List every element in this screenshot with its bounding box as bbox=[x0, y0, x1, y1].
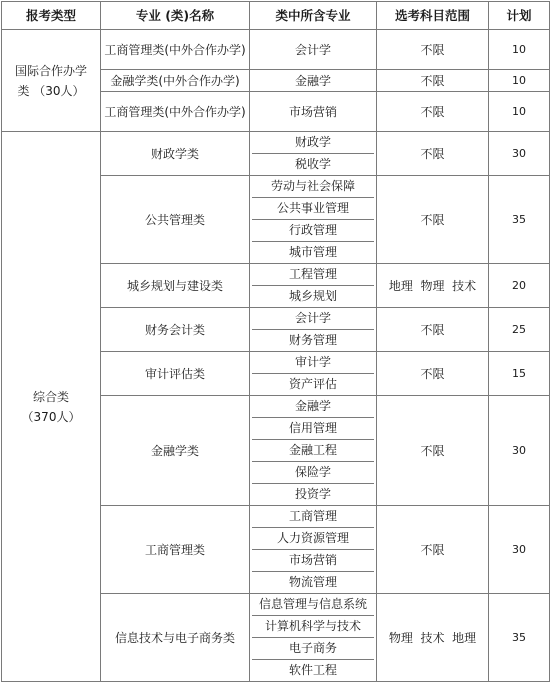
major-name: 金融学 bbox=[294, 399, 331, 413]
category-general-line1: 综合类 bbox=[32, 389, 69, 404]
subjects-range: 不限 bbox=[377, 70, 489, 92]
major-list bbox=[250, 176, 377, 264]
plan-count: 25 bbox=[489, 308, 550, 352]
subjects-range: 不限 bbox=[377, 396, 489, 506]
group-name: 工商管理类 bbox=[101, 506, 250, 594]
header-subjects: 选考科目范围 bbox=[377, 2, 489, 30]
group-name: 财政学类 bbox=[101, 132, 250, 176]
header-category: 报考类型 bbox=[2, 2, 101, 30]
subjects-range: 不限 bbox=[377, 132, 489, 176]
plan-count: 15 bbox=[489, 352, 550, 396]
major-name: 税收学 bbox=[252, 153, 374, 175]
major-name: 人力资源管理 bbox=[252, 527, 374, 549]
group-name: 城乡规划与建设类 bbox=[101, 264, 250, 308]
major-list bbox=[250, 594, 377, 682]
header-plan: 计划 bbox=[489, 2, 550, 30]
table-row bbox=[2, 30, 550, 70]
category-intl-line2: 类 （30人） bbox=[17, 83, 85, 98]
major-name: 信用管理 bbox=[252, 417, 374, 439]
subjects-range: 不限 bbox=[377, 92, 489, 132]
major-list bbox=[250, 308, 377, 352]
enrollment-plan-table bbox=[1, 1, 550, 682]
category-intl-line1: 国际合作办学 bbox=[14, 63, 87, 78]
major-name: 信息管理与信息系统 bbox=[258, 597, 367, 611]
subjects-range: 不限 bbox=[377, 30, 489, 70]
major-name: 城乡规划 bbox=[252, 285, 374, 307]
major-list bbox=[250, 352, 377, 396]
plan-count: 10 bbox=[489, 92, 550, 132]
major-name: 劳动与社会保障 bbox=[270, 179, 355, 193]
plan-count: 20 bbox=[489, 264, 550, 308]
plan-count: 10 bbox=[489, 70, 550, 92]
header-row bbox=[2, 2, 550, 30]
major-name: 市场营销 bbox=[250, 92, 377, 132]
major-name: 城市管理 bbox=[252, 241, 374, 263]
major-list bbox=[250, 132, 377, 176]
group-name: 信息技术与电子商务类 bbox=[101, 594, 250, 682]
subjects-range: 不限 bbox=[377, 506, 489, 594]
subjects-range: 不限 bbox=[377, 308, 489, 352]
category-intl bbox=[2, 30, 101, 132]
major-name: 市场营销 bbox=[252, 549, 374, 571]
category-general bbox=[2, 132, 101, 682]
header-majors: 类中所含专业 bbox=[250, 2, 377, 30]
plan-count: 30 bbox=[489, 506, 550, 594]
major-name: 计算机科学与技术 bbox=[252, 615, 374, 637]
plan-count: 35 bbox=[489, 176, 550, 264]
group-name: 公共管理类 bbox=[101, 176, 250, 264]
major-name: 软件工程 bbox=[252, 659, 374, 681]
major-name: 会计学 bbox=[294, 311, 331, 325]
plan-count: 30 bbox=[489, 132, 550, 176]
subjects-range: 不限 bbox=[377, 176, 489, 264]
subjects-range: 地理 物理 技术 bbox=[377, 264, 489, 308]
table-row bbox=[2, 132, 550, 176]
major-list bbox=[250, 506, 377, 594]
subjects-range: 物理 技术 地理 bbox=[377, 594, 489, 682]
major-name: 物流管理 bbox=[252, 571, 374, 593]
major-name: 行政管理 bbox=[252, 219, 374, 241]
plan-count: 35 bbox=[489, 594, 550, 682]
major-name: 财务管理 bbox=[252, 329, 374, 351]
group-name: 工商管理类(中外合作办学) bbox=[101, 30, 250, 70]
group-name: 工商管理类(中外合作办学) bbox=[101, 92, 250, 132]
major-list bbox=[250, 264, 377, 308]
header-group: 专业 (类)名称 bbox=[101, 2, 250, 30]
major-name: 资产评估 bbox=[252, 373, 374, 395]
major-name: 金融学 bbox=[250, 70, 377, 92]
major-name: 金融工程 bbox=[252, 439, 374, 461]
major-name: 保险学 bbox=[252, 461, 374, 483]
group-name: 财务会计类 bbox=[101, 308, 250, 352]
major-name: 电子商务 bbox=[252, 637, 374, 659]
plan-count: 10 bbox=[489, 30, 550, 70]
major-name: 会计学 bbox=[250, 30, 377, 70]
group-name: 金融学类(中外合作办学) bbox=[101, 70, 250, 92]
major-name: 财政学 bbox=[294, 135, 331, 149]
major-name: 工商管理 bbox=[288, 509, 337, 523]
major-name: 投资学 bbox=[252, 483, 374, 505]
plan-count: 30 bbox=[489, 396, 550, 506]
major-name: 工程管理 bbox=[288, 267, 337, 281]
major-list bbox=[250, 396, 377, 506]
group-name: 金融学类 bbox=[101, 396, 250, 506]
group-name: 审计评估类 bbox=[101, 352, 250, 396]
subjects-range: 不限 bbox=[377, 352, 489, 396]
major-name: 审计学 bbox=[294, 355, 331, 369]
category-general-line2: （370人） bbox=[21, 409, 81, 424]
major-name: 公共事业管理 bbox=[252, 197, 374, 219]
